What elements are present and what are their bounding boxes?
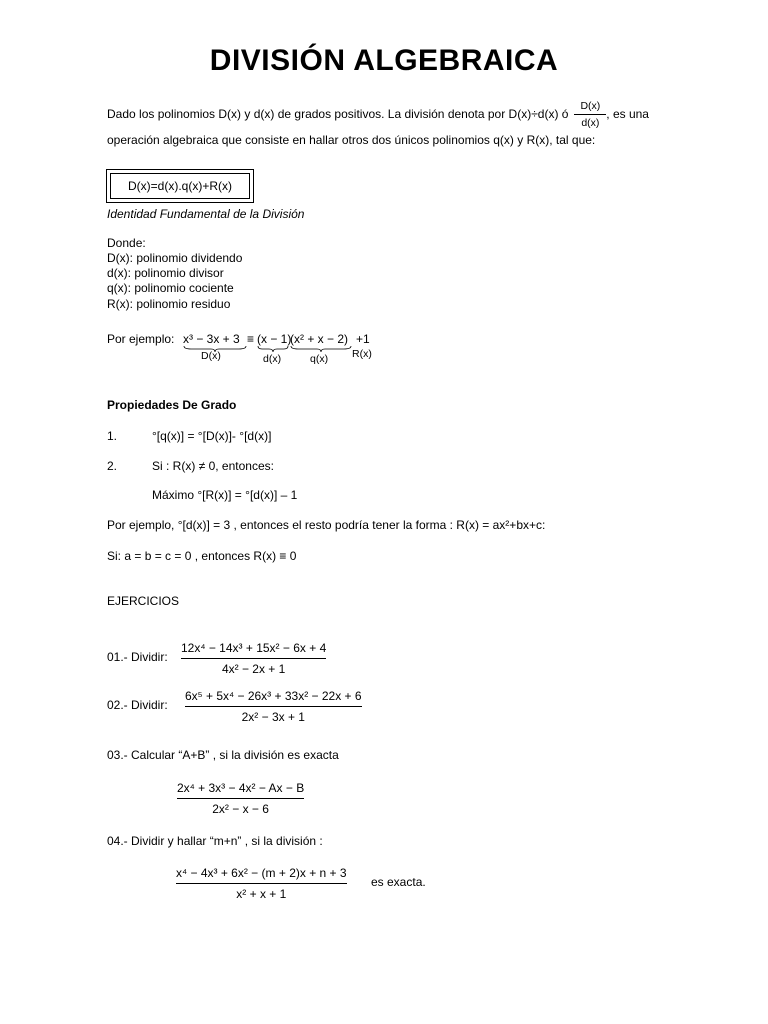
exercises-heading: EJERCICIOS — [107, 594, 180, 608]
divisor-label: d(x) — [263, 353, 282, 365]
exercise-4-numerator: x⁴ − 4x³ + 6x² − (m + 2)x + n + 3 — [176, 866, 347, 880]
property-example: Por ejemplo, °[d(x)] = 3 , entonces el resto podría tener la forma : R(x) = ax²+bx+c: — [107, 518, 546, 532]
property-2-text: Si : R(x) ≠ 0, entonces: — [152, 459, 274, 473]
property-si: Si: a = b = c = 0 , entonces R(x) ≡ 0 — [107, 549, 297, 563]
identity-caption: Identidad Fundamental de la División — [107, 207, 305, 221]
quotient-underbrace — [290, 345, 352, 353]
example-dividend: x³ − 3x + 3 — [183, 332, 240, 346]
property-1-number: 1. — [107, 429, 118, 443]
exercise-3-denominator: 2x² − x − 6 — [212, 802, 269, 816]
identity-formula: D(x)=d(x).q(x)+R(x) — [110, 173, 250, 199]
definition-item: D(x): polinomio dividendo — [107, 251, 243, 265]
properties-heading: Propiedades De Grado — [107, 398, 237, 412]
property-1-text: °[q(x)] = °[D(x)]- °[d(x)] — [152, 429, 272, 443]
exercise-2-fraction — [185, 688, 362, 725]
intro-line-2: operación algebraica que consiste en hallar otros dos únicos polinomios q(x) y R(x), tal que: — [107, 133, 596, 147]
exercise-4-tail: es exacta. — [371, 875, 426, 889]
definition-item: q(x): polinomio cociente — [107, 281, 234, 295]
identity-box — [106, 169, 254, 203]
exercise-3-fraction — [177, 780, 304, 817]
intro-text-a: Dado los polinomios D(x) y d(x) de grados positivos. La división denota por D(x)÷d(x) ó — [107, 107, 569, 121]
page-title: DIVISIÓN ALGEBRAICA — [209, 44, 559, 77]
intro-fraction-denominator: d(x) — [581, 116, 600, 129]
dividend-label: D(x) — [201, 350, 221, 362]
exercise-2-label: 02.- Dividir: — [107, 698, 168, 712]
exercise-2-denominator: 2x² − 3x + 1 — [241, 710, 305, 724]
definition-item: d(x): polinomio divisor — [107, 266, 224, 280]
exercise-1-fraction — [181, 640, 326, 677]
exercise-4-denominator: x² + x + 1 — [236, 887, 287, 901]
exercise-4-label: 04.- Dividir y hallar “m+n” , si la división : — [107, 834, 323, 848]
intro-line-1 — [107, 98, 649, 130]
exercise-1-label: 01.- Dividir: — [107, 650, 168, 664]
exercise-3-numerator: 2x⁴ + 3x³ − 4x² − Ax − B — [177, 781, 305, 795]
quotient-label: q(x) — [310, 353, 329, 365]
intro-text-b: , es una — [606, 107, 649, 121]
property-2-number: 2. — [107, 459, 118, 473]
exercise-2-numerator: 6x⁵ + 5x⁴ − 26x³ + 33x² − 22x + 6 — [185, 689, 362, 703]
example-remainder: +1 — [356, 332, 370, 346]
example-label: Por ejemplo: — [107, 332, 175, 346]
divisor-underbrace — [257, 345, 289, 353]
exercise-4-fraction — [176, 865, 347, 902]
definitions-heading: Donde: — [107, 236, 146, 250]
property-2-maximum: Máximo °[R(x)] = °[d(x)] – 1 — [152, 488, 298, 502]
exercise-1-numerator: 12x⁴ − 14x³ + 15x² − 6x + 4 — [181, 641, 327, 655]
example-equiv: ≡ — [247, 332, 255, 346]
exercise-3-label: 03.- Calcular “A+B” , si la división es exacta — [107, 748, 339, 762]
definition-item: R(x): polinomio residuo — [107, 297, 231, 311]
exercise-1-denominator: 4x² − 2x + 1 — [221, 662, 286, 676]
example-quotient: (x² + x − 2) — [290, 332, 349, 346]
intro-fraction-numerator: D(x) — [574, 99, 606, 115]
example-divisor: (x − 1) — [257, 332, 292, 346]
intro-fraction — [574, 99, 606, 130]
remainder-label: R(x) — [352, 348, 372, 360]
